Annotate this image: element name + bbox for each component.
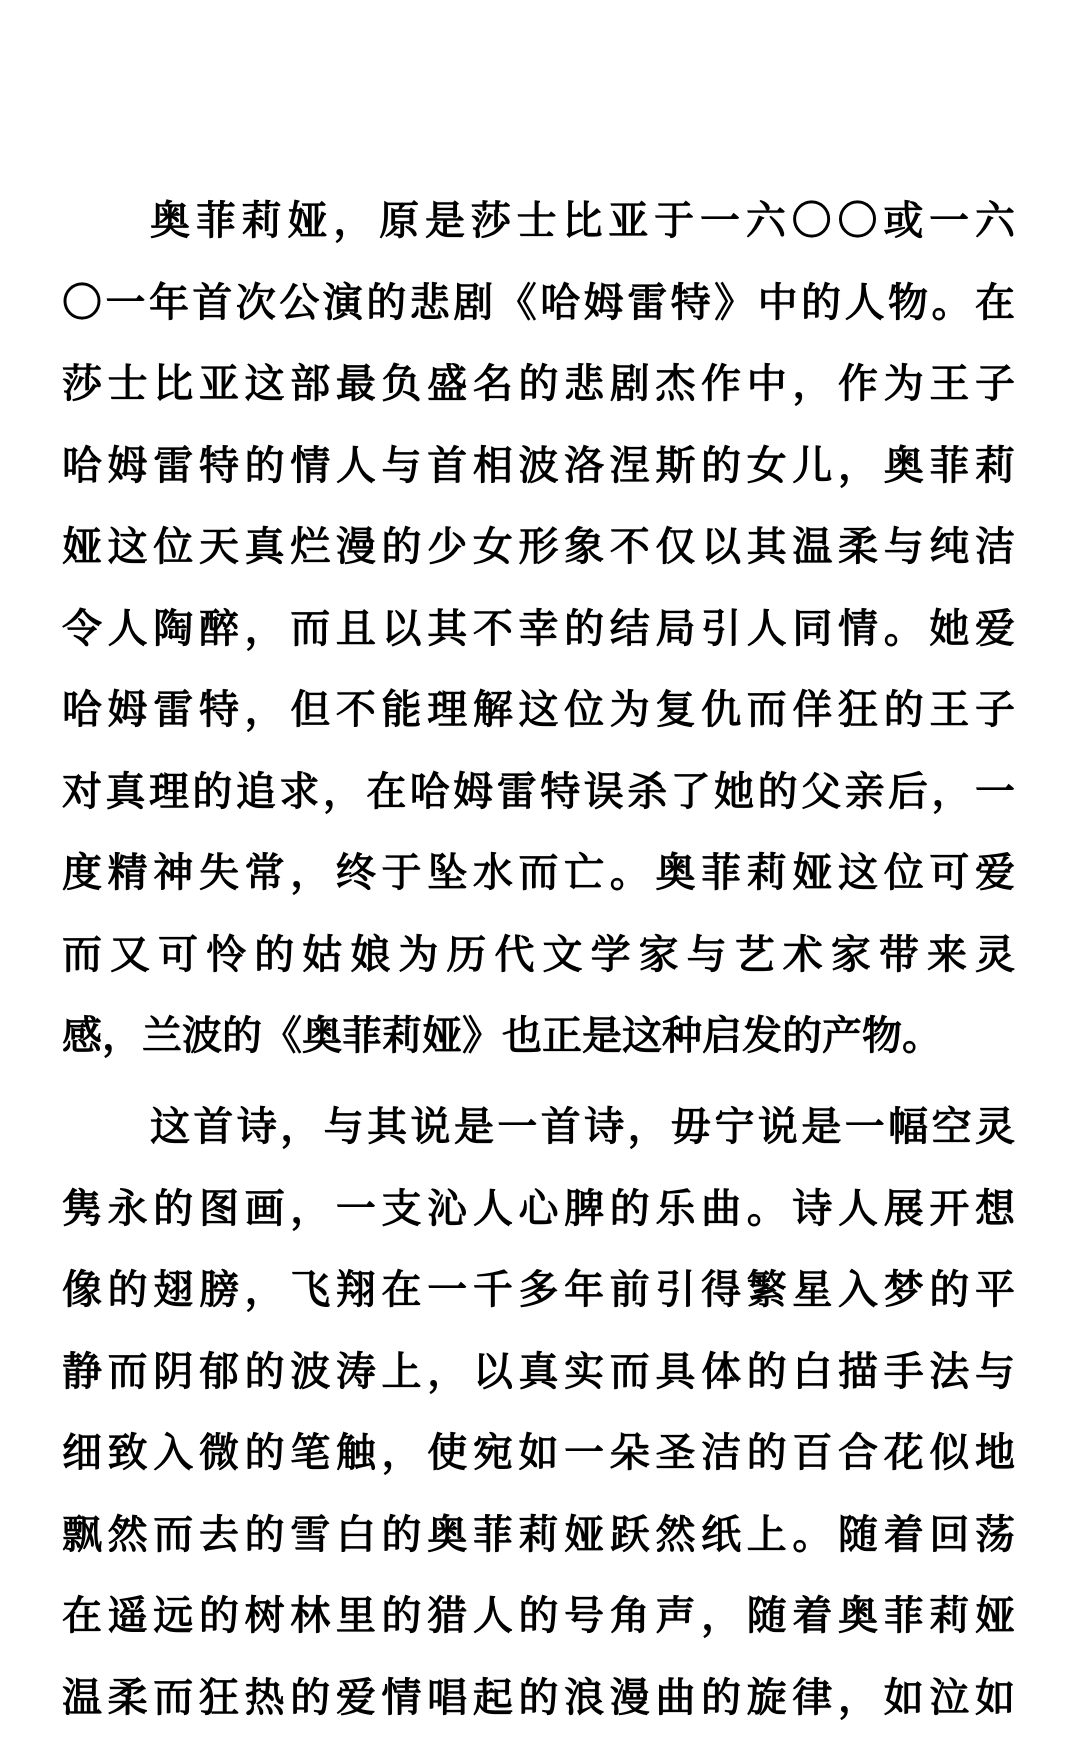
text-line: 在遥远的树林里的猎人的号角声，随着奥菲莉娅 <box>62 1575 1015 1657</box>
text-line: 度精神失常，终于坠水而亡。奥菲莉娅这位可爱 <box>62 832 1015 914</box>
text-line: 奥菲莉娅，原是莎士比亚于一六〇〇或一六 <box>62 180 1015 262</box>
text-line: 隽永的图画，一支沁人心脾的乐曲。诗人展开想 <box>62 1168 1015 1250</box>
text-line: 娅这位天真烂漫的少女形象不仅以其温柔与纯洁 <box>62 506 1015 588</box>
text-line: 令人陶醉，而且以其不幸的结局引人同情。她爱 <box>62 588 1015 670</box>
text-line: 莎士比亚这部最负盛名的悲剧杰作中，作为王子 <box>62 343 1015 425</box>
text-line: 而又可怜的姑娘为历代文学家与艺术家带来灵 <box>62 914 1015 996</box>
text-line: 温柔而狂热的爱情唱起的浪漫曲的旋律，如泣如 <box>62 1657 1015 1738</box>
paragraph-poem-commentary <box>62 1086 1015 1738</box>
text-line: 感，兰波的《奥菲莉娅》也正是这种启发的产物。 <box>62 995 1015 1077</box>
text-line: 哈姆雷特的情人与首相波洛涅斯的女儿，奥菲莉 <box>62 425 1015 507</box>
text-line: 静而阴郁的波涛上，以真实而具体的白描手法与 <box>62 1331 1015 1413</box>
text-line: 哈姆雷特，但不能理解这位为复仇而佯狂的王子 <box>62 669 1015 751</box>
text-line: 〇一年首次公演的悲剧《哈姆雷特》中的人物。在 <box>62 262 1015 344</box>
text-line: 细致入微的笔触，使宛如一朵圣洁的百合花似地 <box>62 1412 1015 1494</box>
text-line: 飘然而去的雪白的奥菲莉娅跃然纸上。随着回荡 <box>62 1494 1015 1576</box>
text-line: 对真理的追求，在哈姆雷特误杀了她的父亲后，一 <box>62 751 1015 833</box>
paragraph-ophelia-origin <box>62 180 1015 1077</box>
text-line: 像的翅膀，飞翔在一千多年前引得繁星入梦的平 <box>62 1249 1015 1331</box>
text-line: 这首诗，与其说是一首诗，毋宁说是一幅空灵 <box>62 1086 1015 1168</box>
